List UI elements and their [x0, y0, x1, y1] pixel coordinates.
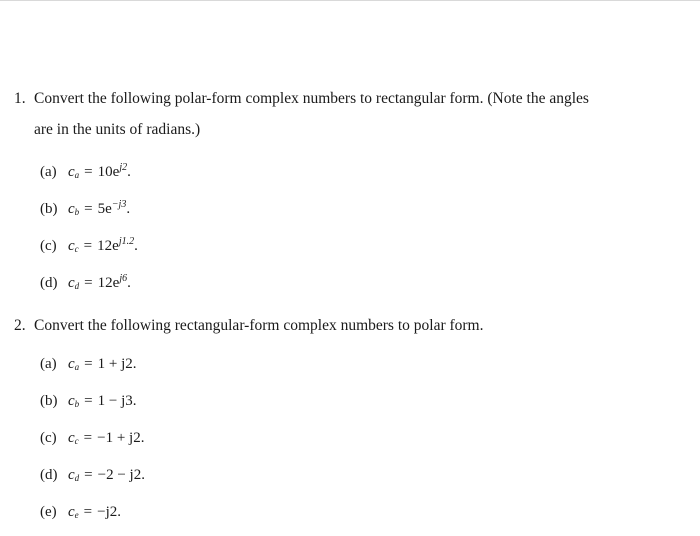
problem-1-item-a: (a) $c_a = 10e^{j2}$. [40, 162, 131, 180]
problem-1-number: 1. [14, 90, 26, 107]
problem-1-text-line1: Convert the following polar-form complex numbers to rectangular form. (Note the angles [34, 90, 589, 107]
top-divider [0, 0, 700, 1]
problem-2-text-line1: Convert the following rectangular-form complex numbers to polar form. [34, 317, 484, 334]
problem-2-statement [14, 310, 686, 341]
problem-1-item-d: (d) $c_d = 12e^{j6}$. [40, 273, 131, 291]
problem-1 [14, 83, 686, 303]
problem-1-item-c: (c) $c_c = 12e^{j1.2}$. [40, 236, 138, 254]
problem-2 [14, 310, 686, 536]
problem-2-number: 2. [14, 317, 26, 334]
problem-1-statement [14, 83, 686, 114]
problem-2-item-d: (d) $c_d = -2 - j2$. [40, 467, 145, 483]
problem-2-item-a: (a) $c_a = 1 + j2$. [40, 356, 137, 372]
problem-2-item-e: (e) $c_e = -j2$. [40, 504, 122, 520]
problem-2-items [14, 351, 686, 536]
problem-1-text-line2: are in the units of radians.) [34, 121, 201, 138]
problem-2-item-b: (b) $c_b = 1 - j3$. [40, 393, 137, 409]
problem-1-item-b: (b) $c_b = 5e^{-j3}$. [40, 199, 131, 217]
problem-2-item-c: (c) $c_c = -1 + j2$. [40, 430, 145, 446]
problem-1-items [14, 155, 686, 303]
